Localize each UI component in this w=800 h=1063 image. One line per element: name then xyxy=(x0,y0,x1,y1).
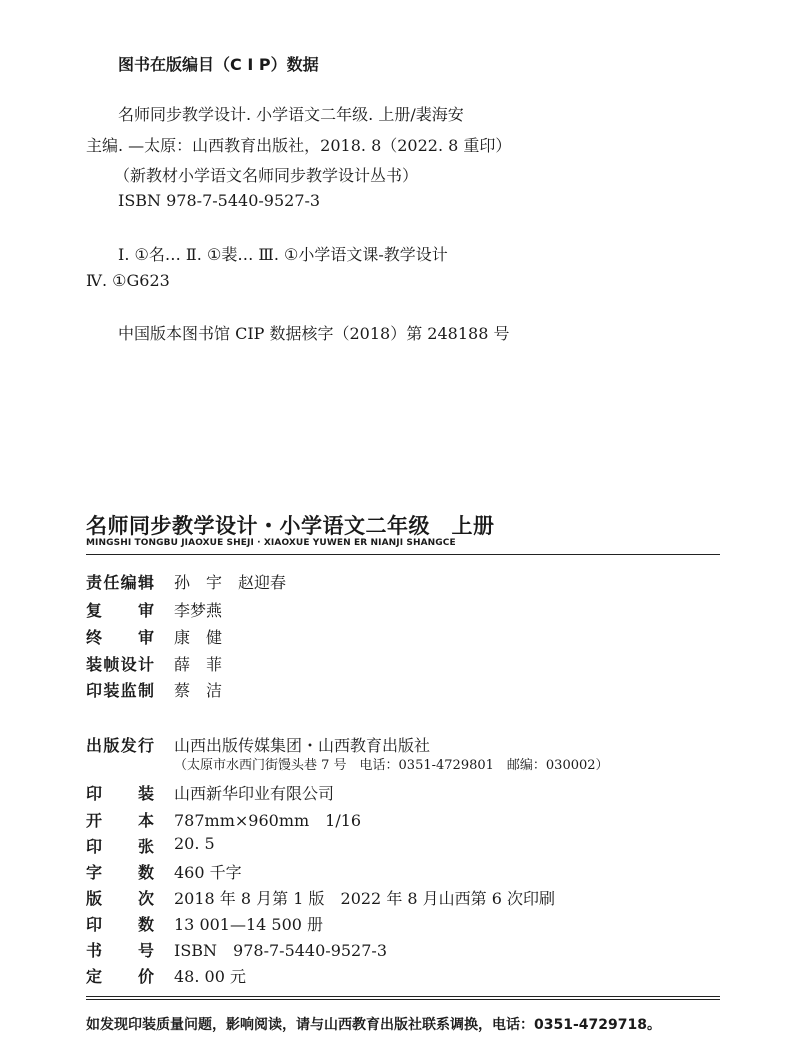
pub-info-value: 山西新华印业有限公司 xyxy=(174,784,335,803)
pub-info-row xyxy=(86,781,335,804)
pub-info-value: 787mm×960mm 1/16 xyxy=(174,811,362,830)
cip-line-record: 中国版本图书馆 CIP 数据核字（2018）第 248188 号 xyxy=(118,324,510,343)
cip-line-classification: Ⅰ. ①名… Ⅱ. ①裴… Ⅲ. ①小学语文课-教学设计 xyxy=(118,245,448,264)
staff-value: 孙 宇 赵迎春 xyxy=(174,573,287,592)
footer-note: 如发现印装质量问题，影响阅读，请与山西教育出版社联系调换，电话：0351-4729718。 xyxy=(86,1017,661,1033)
staff-row xyxy=(86,652,223,675)
footer-divider-bottom xyxy=(86,999,720,1000)
cip-line-isbn: ISBN 978-7-5440-9527-3 xyxy=(118,191,321,210)
publisher-address: （太原市水西门街馒头巷 7 号 电话：0351-4729801 邮编：030002） xyxy=(174,758,609,773)
pub-info-label: 定 价 xyxy=(86,967,154,986)
staff-label: 终 审 xyxy=(86,628,154,647)
staff-row xyxy=(86,625,223,648)
cip-line-title: 名师同步教学设计. 小学语文二年级. 上册/裴海安 xyxy=(118,105,464,124)
publisher-row xyxy=(86,733,431,756)
staff-value: 康 健 xyxy=(174,628,223,647)
pub-info-value: 48. 00 元 xyxy=(174,967,246,986)
publisher-label: 出版发行 xyxy=(86,736,154,755)
pub-info-value: 13 001—14 500 册 xyxy=(174,915,324,934)
cip-heading: 图书在版编目（C I P）数据 xyxy=(118,55,319,74)
staff-label: 印装监制 xyxy=(86,681,154,700)
pub-info-value: 2018 年 8 月第 1 版 2022 年 8 月山西第 6 次印刷 xyxy=(174,889,556,908)
staff-row xyxy=(86,570,287,593)
pub-info-label: 字 数 xyxy=(86,863,154,882)
pub-info-row xyxy=(86,860,242,883)
pub-info-label: 印 装 xyxy=(86,784,154,803)
staff-value: 蔡 洁 xyxy=(174,681,223,700)
cip-line-publisher: 主编. —太原：山西教育出版社，2018. 8（2022. 8 重印） xyxy=(86,136,512,155)
pub-info-label: 书 号 xyxy=(86,941,154,960)
pub-info-row xyxy=(86,834,215,857)
pub-info-label: 开 本 xyxy=(86,811,154,830)
staff-row xyxy=(86,678,223,701)
pub-info-label: 印 张 xyxy=(86,837,154,856)
staff-label: 责任编辑 xyxy=(86,573,154,592)
pub-info-label: 版 次 xyxy=(86,889,154,908)
pub-info-row xyxy=(86,886,556,909)
book-title: 名师同步教学设计・小学语文二年级 上册 xyxy=(86,514,495,538)
title-divider xyxy=(86,554,720,555)
book-title-pinyin: MINGSHI TONGBU JIAOXUE SHEJI · XIAOXUE YUWEN ER NIANJI SHANGCE xyxy=(86,538,456,548)
pub-info-value: 20. 5 xyxy=(174,834,215,853)
cip-line-series: （新教材小学语文名师同步教学设计丛书） xyxy=(114,166,419,185)
pub-info-row xyxy=(86,912,324,935)
pub-info-label: 印 数 xyxy=(86,915,154,934)
staff-value: 薛 菲 xyxy=(174,655,223,674)
pub-info-value: ISBN 978-7-5440-9527-3 xyxy=(174,941,388,960)
publisher-value: 山西出版传媒集团・山西教育出版社 xyxy=(174,736,431,755)
cip-line-clc: Ⅳ. ①G623 xyxy=(86,271,170,290)
pub-info-row xyxy=(86,808,362,831)
staff-row xyxy=(86,598,223,621)
footer-divider-top xyxy=(86,996,720,997)
staff-value: 李梦燕 xyxy=(174,601,223,620)
pub-info-value: 460 千字 xyxy=(174,863,242,882)
pub-info-row xyxy=(86,938,388,961)
staff-label: 装帧设计 xyxy=(86,655,154,674)
staff-label: 复 审 xyxy=(86,601,154,620)
pub-info-row xyxy=(86,964,246,987)
